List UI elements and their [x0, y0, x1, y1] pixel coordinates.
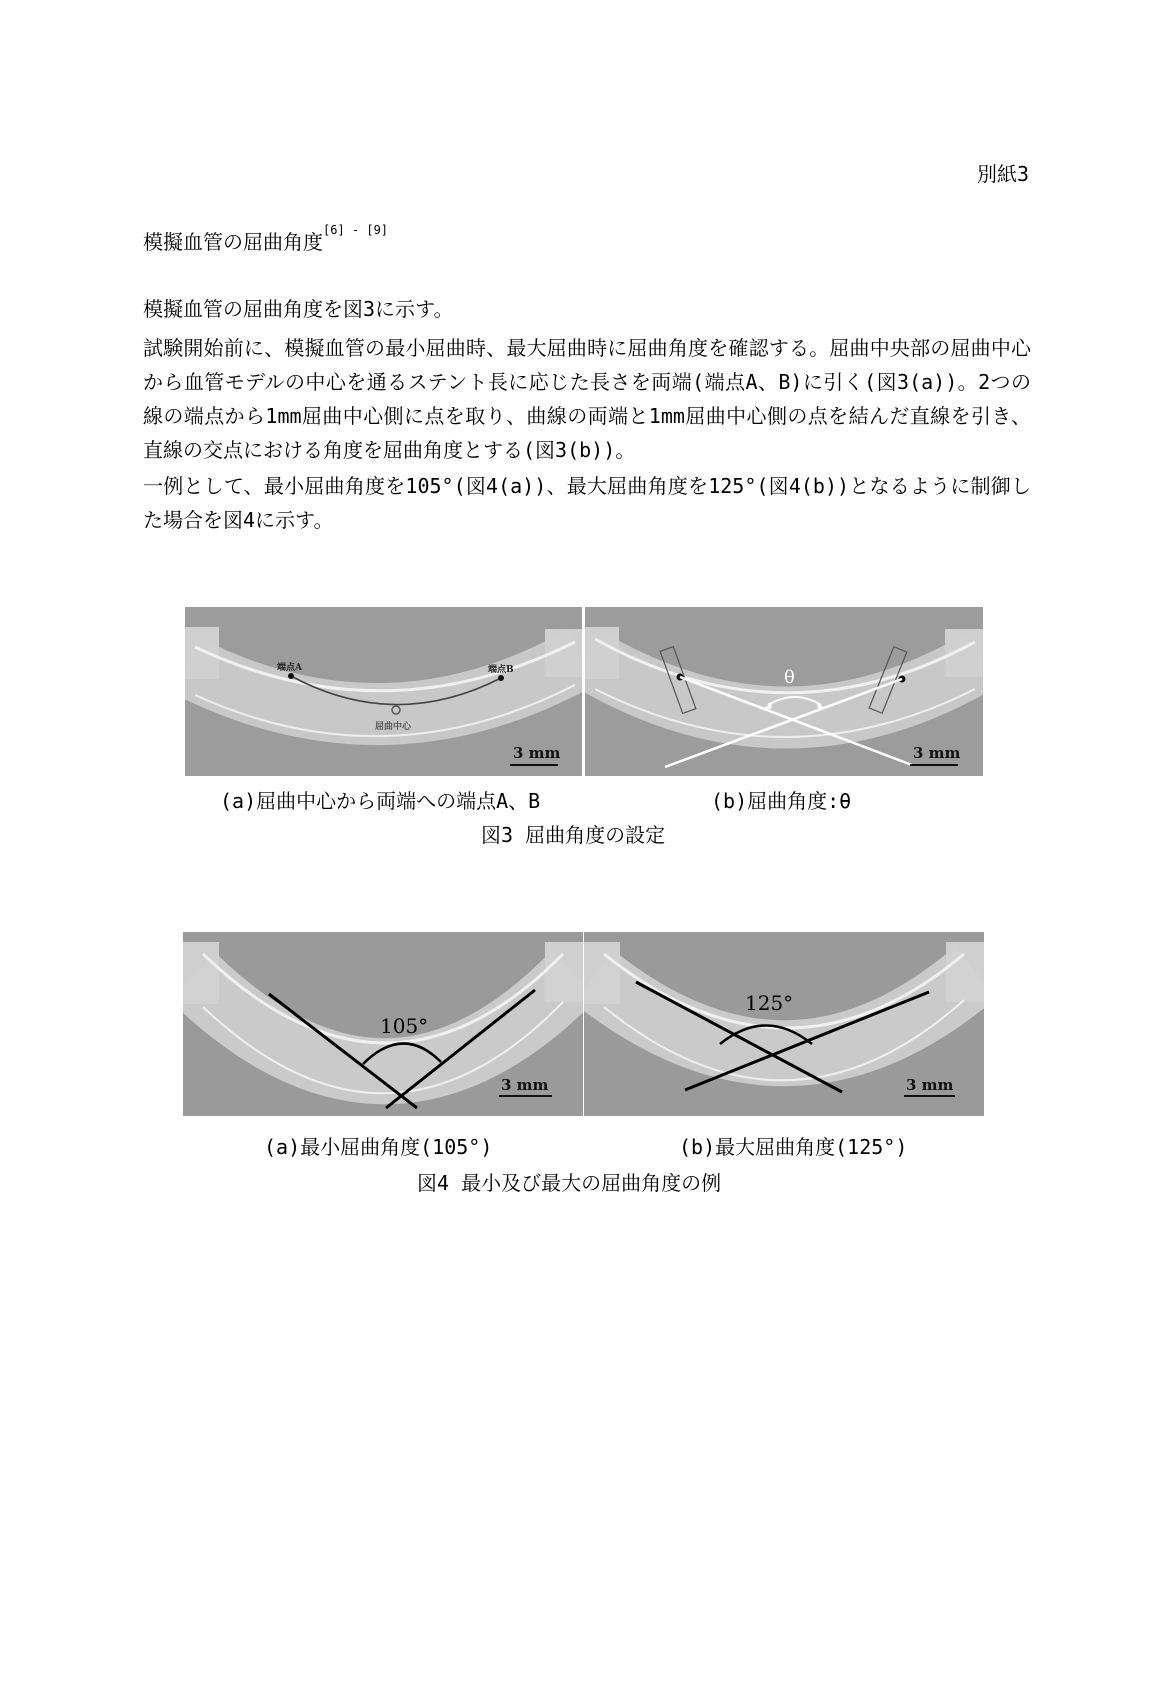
endpoint-b-label: 端点B — [488, 665, 514, 675]
angle-105-label: 105° — [380, 1014, 429, 1038]
figure4-photo-b — [584, 932, 984, 1116]
reference-superscript: [6] - [9] — [323, 223, 389, 237]
bend-center-label: 屈曲中心 — [375, 722, 412, 732]
scale-label-3b: 3 mm — [913, 744, 961, 762]
paragraph-example: 一例として、最小屈曲角度を105°(図4(a))、最大屈曲角度を125°(図4(b))となるように制御した場合を図4に示す。 — [143, 474, 1031, 532]
scale-label-4a: 3 mm — [501, 1076, 549, 1094]
scale-label-4b: 3 mm — [906, 1076, 954, 1094]
figure3-caption-b: (b)屈曲角度:θ — [711, 789, 852, 813]
figure4-caption: 図4 最小及び最大の屈曲角度の例 — [417, 1171, 722, 1195]
figure3-caption: 図3 屈曲角度の設定 — [481, 823, 666, 847]
paragraph-intro: 模擬血管の屈曲角度を図3に示す。 — [143, 297, 454, 321]
paragraph-method: 試験開始前に、模擬血管の最小屈曲時、最大屈曲時に屈曲角度を確認する。屈曲中央部の屈曲中心から血管モデルの中心を通るステント長に応じた長さを両端(端点A、B)に引く(図3(a))。2つの線の端点から1mm屈曲中心側に点を取り、曲線の両端と1mm屈曲中心側の点を結んだ直線を引き、直線の交点における角度を屈曲角度とする(図3(b))。 — [143, 336, 1031, 462]
figure4-photo-a-drawing — [183, 932, 583, 1116]
section-title-text: 模擬血管の屈曲角度 — [143, 230, 323, 254]
figure3-photo-b-drawing — [585, 607, 983, 776]
figure3-photo-a-drawing — [185, 607, 582, 776]
figure3-photo-a — [185, 607, 582, 776]
figure3-photo-b — [585, 607, 983, 776]
angle-125-label: 125° — [745, 991, 794, 1015]
annex-label: 別紙3 — [976, 162, 1029, 186]
figure3-caption-a: (a)屈曲中心から両端への端点A、B — [220, 789, 541, 813]
figure4-caption-a: (a)最小屈曲角度(105°) — [264, 1135, 493, 1159]
figure4-photo-b-drawing — [584, 932, 984, 1116]
theta-label: θ — [784, 667, 795, 688]
section-title — [143, 223, 389, 255]
endpoint-a-label: 端点A — [277, 663, 302, 673]
figure4-photo-a — [183, 932, 583, 1116]
scale-label-3a: 3 mm — [513, 744, 561, 762]
figure4-caption-b: (b)最大屈曲角度(125°) — [679, 1135, 908, 1159]
